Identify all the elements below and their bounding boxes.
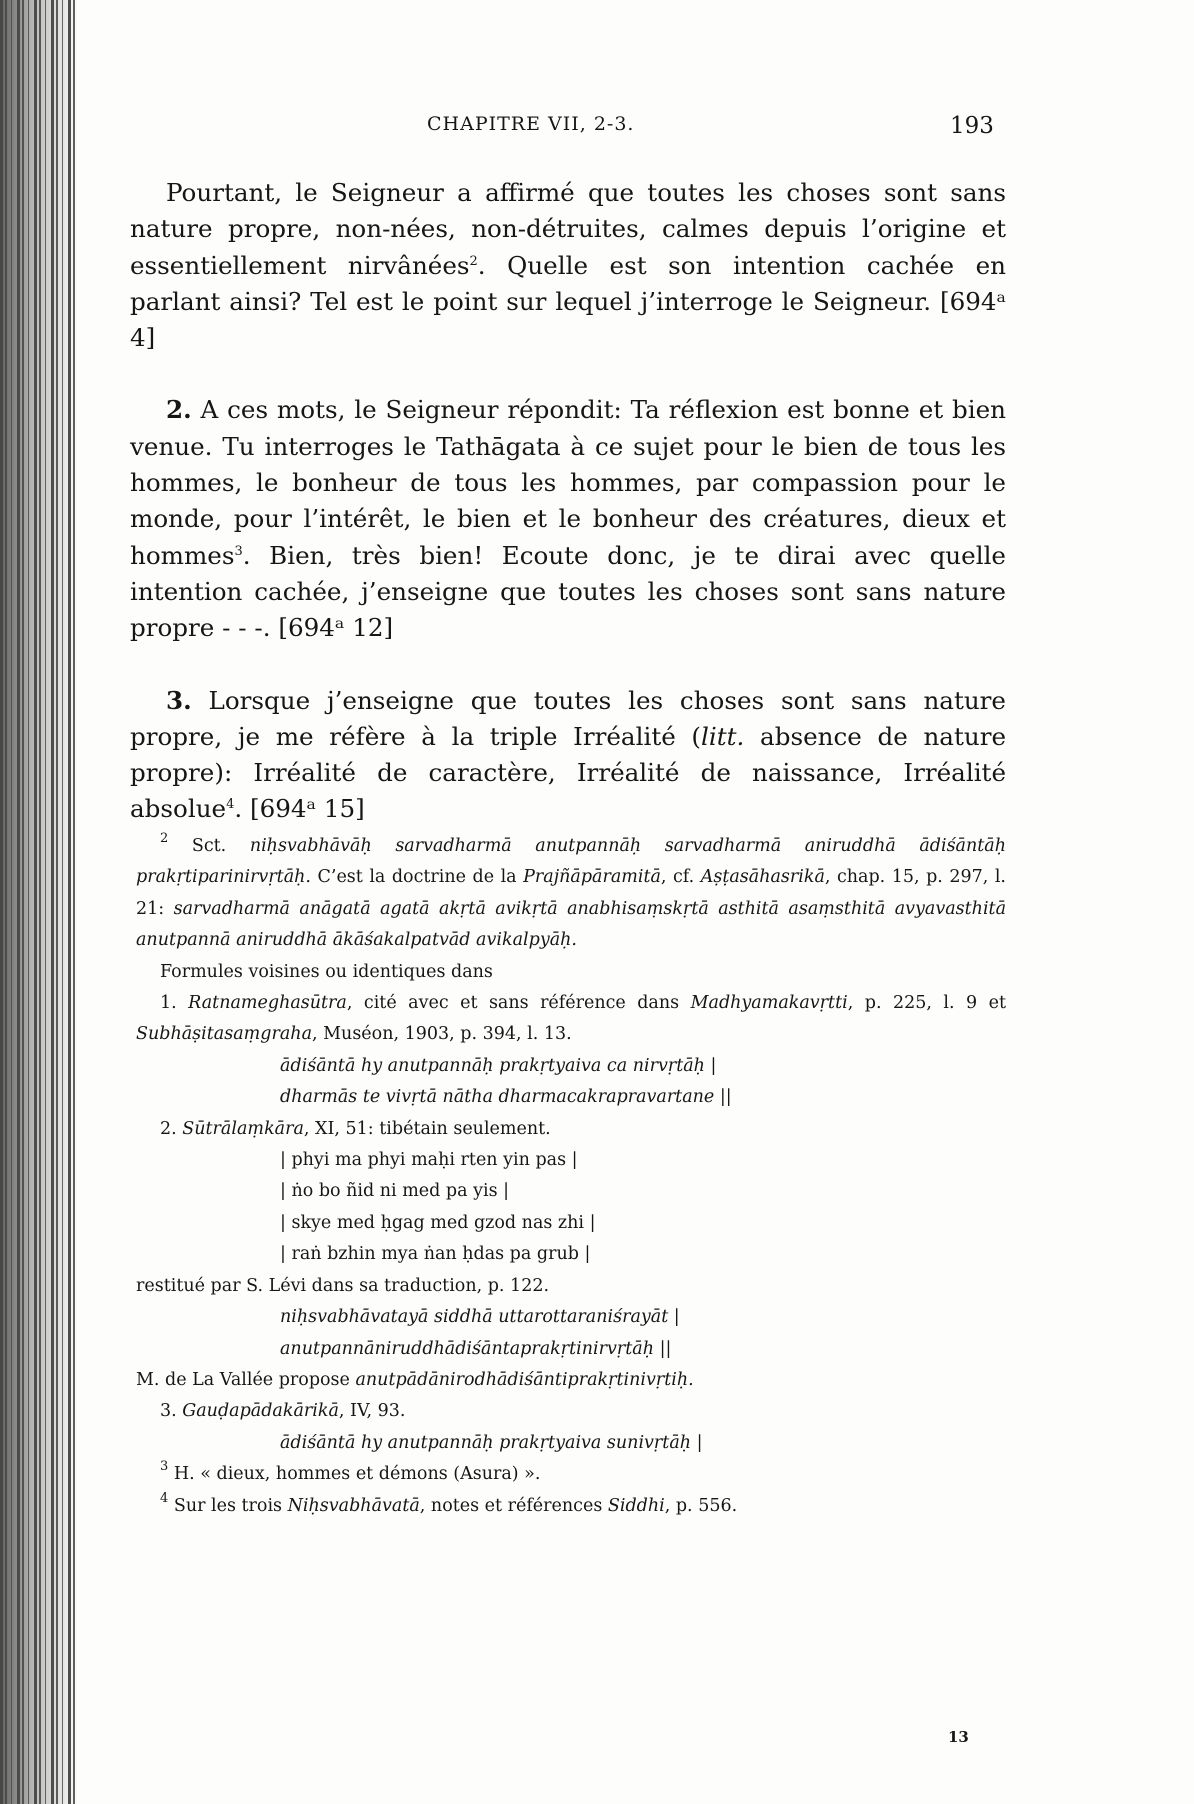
title-ref: Subhāṣitasaṃgraha [136,1024,313,1045]
sanskrit-verse: anutpannāniruddhādiśāntaprakṛtinirvṛtāḥ || [280,1338,672,1359]
page-header [0,113,1194,153]
signature-mark: 13 [948,1728,969,1746]
title-ref: Gauḍapādakārikā [182,1401,339,1422]
title-ref: Madhyamakavṛtti [690,993,848,1014]
paragraph-number: 3. [166,685,192,715]
item-number: 1. [160,993,189,1014]
source-item-2 [136,1114,1006,1145]
footnote-4 [136,1491,1006,1522]
sanskrit-verse: ādiśāntā hy anutpannāḥ prakṛtyaiva sunivṛtāḥ | [280,1432,703,1453]
paragraph-text: . Quelle est son intention cachée en parlant ainsi? Tel est le point sur lequel j’interroge le Seigneur. [694ᵃ 4] [130,250,1006,353]
book-binding-edge [0,0,78,1804]
title-ref: Sūtrālaṃkāra [182,1118,304,1139]
running-head: CHAPITRE VII, 2-3. [427,113,635,135]
footnote-mark: 2 [160,831,169,846]
paragraph-text: . Bien, très bien! Ecoute donc, je te dirai avec quelle intention cachée, j’enseigne que toutes les choses sont sans nature propre - - -. [694ᵃ 12] [130,540,1006,643]
title-ref: Siddhi [607,1495,665,1516]
sanskrit-verse: niḥsvabhāvatayā siddhā uttarottaraniśrayāt | [280,1307,680,1328]
paragraph-text: Lorsque j’enseigne que toutes les choses sont sans nature propre, je me réfère à la triple Irréalité ( [130,685,1006,751]
paragraph-text: absence de nature propre): Irréalité de caractère, Irréalité de naissance, Irréalité absolue [130,721,1007,824]
note-text: H. « dieux, hommes et démons (Asura) ». [168,1464,541,1485]
note-text: , IV, 93. [338,1401,406,1422]
footnote-ref: 3 [234,543,243,559]
paragraph-2 [130,392,1006,646]
note-text: , cité avec et sans référence dans [346,993,691,1014]
title-ref: Niḥsvabhāvatā [287,1495,420,1516]
footnote-ref: 4 [226,797,235,813]
note-text: , p. 556. [664,1495,738,1516]
note-text: , Muséon, 1903, p. 394, l. 13. [312,1024,572,1045]
footnote-3 [136,1459,1006,1490]
title-ref: Prajñāpāramitā [523,867,661,888]
footnote-mark: 4 [160,1490,169,1506]
sanskrit-text: niḥsvabhāvāḥ sarvadharmā anutpannāḥ sarvadharmā aniruddhā ādiśāntāḥ prakṛtiparinirvṛtāḥ. [136,836,1006,888]
note-text: , p. 225, l. 9 et [847,993,1007,1014]
verse-line [136,1428,1006,1459]
paragraph-text: . [694ᵃ 15] [234,794,365,824]
tibetan-line: | ṅo bo ñid ni med pa yis | [280,1181,510,1202]
footnote-mark: 3 [160,1459,169,1475]
sanskrit-text: anutpādānirodhādiśāntiprakṛtinivṛtiḥ. [355,1369,694,1390]
tibetan-line: | phyi ma phyi maḥi rten yin pas | [280,1150,578,1171]
paragraph-text: Pourtant, le Seigneur a affirmé que toutes les choses sont sans nature propre, non-nées, non-détruites, calmes depuis l’origine et essentiellement nirvânées [130,178,1006,280]
note-text: Sur les trois [168,1495,288,1516]
page-number: 193 [950,113,994,139]
footnotes [136,831,1006,1522]
paragraph-number: 2. [166,395,192,425]
source-item-1 [136,988,1006,1051]
note-text: C’est la doctrine de la [310,867,524,888]
verse-line [136,1334,1006,1365]
note-text: M. de La Vallée propose [136,1369,356,1390]
italic-term: litt. [701,721,745,751]
footnote-ref: 2 [469,253,478,269]
tibetan-line: | raṅ bzhin mya ṅan ḥdas pa grub | [280,1244,591,1265]
item-number: 2. [160,1118,183,1139]
footnote-2 [136,831,1006,957]
title-ref: Aṣṭasāhasrikā [700,867,825,888]
sanskrit-verse: dharmās te vivṛtā nātha dharmacakrapravartane || [280,1087,732,1108]
note-text: Sct. [168,836,250,856]
source-item-3 [136,1396,1006,1427]
formules-line: Formules voisines ou identiques dans [160,961,493,982]
lavallee-line [136,1365,1006,1396]
note-text: , chap. 15, p. 297, l. 21: [136,867,1006,919]
tibetan-line: | skye med ḥgag med gzod nas zhi | [280,1212,596,1233]
paragraph-1 [130,175,1006,356]
sanskrit-text: sarvadharmā anāgatā agatā akṛtā avikṛtā anabhisaṃskṛtā asthitā asaṃsthitā avyavasthitā anutpannā aniruddhā ākāśakalpatvād avikalpyāḥ. [136,898,1007,951]
verse-line [136,1051,1006,1082]
item-number: 3. [160,1401,183,1422]
note-text: , XI, 51: tibétain seulement. [303,1118,551,1139]
paragraph-text: A ces mots, le Seigneur répondit: Ta réflexion est bonne et bien venue. Tu interroges le Tathāgata à ce sujet pour le bien de tous les hommes, le bonheur de tous les hommes, par compassion pour le monde, pour l’intérêt, le bien et le bonheur des créatures, dieux et hommes [130,395,1006,570]
sanskrit-verse: ādiśāntā hy anutpannāḥ prakṛtyaiva ca nirvṛtāḥ | [280,1055,717,1076]
verse-line [136,1302,1006,1333]
verse-line [136,1082,1006,1113]
note-text: , notes et références [419,1495,608,1516]
note-text: , cf. [660,867,701,888]
restitue-line: restitué par S. Lévi dans sa traduction, p. 122. [136,1275,550,1296]
main-text [130,175,1006,828]
title-ref: Ratnameghasūtra [188,993,347,1014]
paragraph-3 [130,683,1006,828]
